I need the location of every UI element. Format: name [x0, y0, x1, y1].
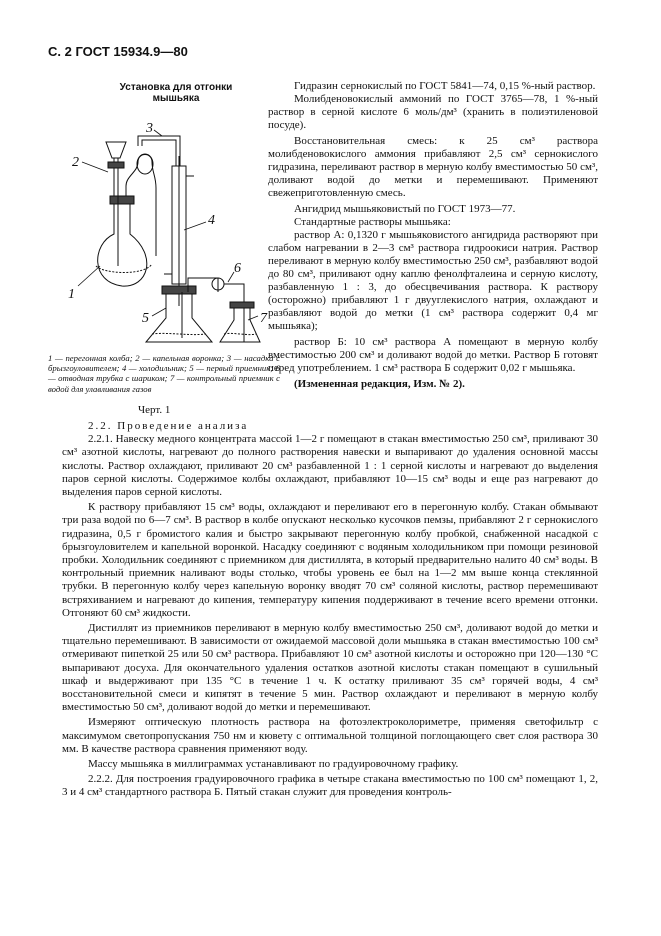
- reagents-column: [268, 80, 598, 391]
- figure-label-5: 5: [142, 311, 149, 326]
- reagent-paragraph: Стандартные растворы мышьяка:: [294, 216, 451, 228]
- figure-title: [72, 82, 280, 104]
- body-paragraph: Измеряют оптическую плотность раствора на фотоэлектроколориметре, применяя светофильтр с максимумом светопропускания 750 нм и кювету с оптимальной толщиной поглощающего свет слоя раствора 30 мм. В качестве раствора сравнения применяют воду.: [62, 716, 598, 755]
- section-title: 2.2. Проведение анализа: [88, 420, 249, 432]
- amendment-note: (Измененная редакция, Изм. № 2).: [294, 378, 465, 390]
- reagent-paragraph: Гидразин сернокислый по ГОСТ 5841—74, 0,15 %-ный раствор.: [294, 80, 596, 92]
- body-paragraph: 2.2.1. Навеску медного концентрата массой 1—2 г помещают в стакан вместимостью 250 см³, приливают 30 см³ азотной кислоты, нагревают до полного растворения навески и выпаривают до удаления основной массы кислоты. Раствор охлаждают, приливают 20 см³ разбавленной 1 : 1 серной кислоты и нагревают до выделения паров серной кислоты. Содержимое колбы охлаждают, прибавляют 10—15 см³ воды и еще раз нагревают до выделения паров серной кислоты.: [62, 433, 598, 499]
- figure-title-line2: мышьяка: [152, 93, 200, 104]
- body-paragraph: Дистиллят из приемников переливают в мерную колбу вместимостью 250 см³, доливают водой до метки и тщательно перемешивают. В зависимости от ожидаемой массовой доли мышьяка в стакан вместимостью 100 см³ отмеривают пипеткой 25 или 50 см³ раствора. Прибавляют 10 см³ азотной кислоты и осторожно при 120—130 °С выпаривают досуха. Для окончательного удаления остатков азотной кислоты стакан помещают в сушильный шкаф и выдерживают при 135 °С в течение 1 ч. К остатку приливают 35 см³ горячей воды, 4 см³ восстановительной смеси и кипятят в течение 5 мин. Раствор охлаждают и переливают в мерную колбу вместимостью 50 см³, доливают водой до метки и перемешивают.: [62, 622, 598, 714]
- reagent-paragraph: раствор А: 0,1320 г мышьяковистого ангидрида растворяют при слабом нагревании в 2—3 см³ раствора гидроокиси натрия. Раствор переливают в мерную колбу вместимостью 250 см³, разбавляют водой до 80 см³, приливают одну каплю фенолфталеина и серную кислоту, разбавленную 1 : 3, до обесцвечивания раствора. К раствору (осторожно) прибавляют 1 г двууглекислого натрия, охлаждают и разбавляют водой до метки (1 см³ раствора содержит 0,4 мг мышьяка);: [268, 229, 598, 332]
- figure-legend: 1 — перегонная колба; 2 — капельная воронка; 3 — насадка с брызгоуловителем; 4 — холодильник; 5 — первый приемник; 6 — отводная трубка с шариком; 7 — контрольный приемник с водой для улавливания газов: [48, 353, 280, 394]
- procedure-section: [62, 420, 598, 800]
- figure-caption: Черт. 1: [138, 404, 171, 416]
- figure-label-1: 1: [68, 287, 75, 302]
- body-paragraph: 2.2.2. Для построения градуировочного графика в четыре стакана вместимостью по 100 см³ помещают 1, 2, 3 и 4 см³ стандартного раствора Б. Пятый стакан служит для проведения контроль-: [62, 773, 598, 799]
- reagent-paragraph: раствор Б: 10 см³ раствора А помещают в мерную колбу вместимостью 200 см³ и доливают водой до метки. Раствор Б готовят перед употреблением. 1 см³ раствора Б содержит 0,02 г мышьяка.: [268, 336, 598, 374]
- figure-label-3: 3: [146, 121, 153, 136]
- body-paragraph: К раствору прибавляют 15 см³ воды, охлаждают и переливают его в перегонную колбу. Стакан обмывают три раза водой по 6—7 см³. В раствор в колбе опускают несколько кусочков пемзы, прибавляют 2 г сернокислого гидразина, 0,5 г бромистого калия и быстро закрывают перегонную колбу пробкой, снабженной насадкой с брызгоуловителем и капельной воронкой. Насадку соединяют с водяным холодильником при помощи резиновой пробки. Холодильник соединяют с приемником для дистиллята, в который предварительно налито 40 см³ воды. В контрольный приемник наливают воды столько, чтобы уровень ее был на 1—2 мм выше конца стеклянной трубки. В перегонную колбу через капельную воронку вводят 70 см³ соляной кислоты, раствор перемешивают встряхиванием и нагревают до кипения, температуру кипения поддерживают в течение всего времени отгонки. Отгоняют 60 см³ жидкости.: [62, 501, 598, 619]
- figure-title-line1: Установка для отгонки: [119, 82, 233, 93]
- apparatus-labels: [48, 108, 280, 353]
- body-paragraph: Массу мышьяка в миллиграммах устанавливают по градуировочному графику.: [88, 758, 459, 771]
- reagent-paragraph: Молибденовокислый аммоний по ГОСТ 3765—78, 1 %-ный раствор в серной кислоте 6 моль/дм³ (хранить в полиэтиленовой посуде).: [268, 93, 598, 131]
- figure-label-7: 7: [260, 311, 267, 326]
- apparatus-figure: [48, 82, 280, 394]
- reagent-paragraph: Ангидрид мышьяковистый по ГОСТ 1973—77.: [294, 203, 516, 215]
- figure-label-2: 2: [72, 155, 79, 170]
- figure-label-4: 4: [208, 213, 215, 228]
- reagent-paragraph: Восстановительная смесь: к 25 см³ раствора молибденовокислого аммония прибавляют 2,5 см³ сернокислого гидразина, переливают раствор в мерную колбу вместимостью 50 см³, доливают водой до метки и перемешивают. Применяют свежеприготовленную смесь.: [268, 135, 598, 199]
- figure-label-6: 6: [234, 261, 241, 276]
- page-header: С. 2 ГОСТ 15934.9—80: [48, 44, 188, 59]
